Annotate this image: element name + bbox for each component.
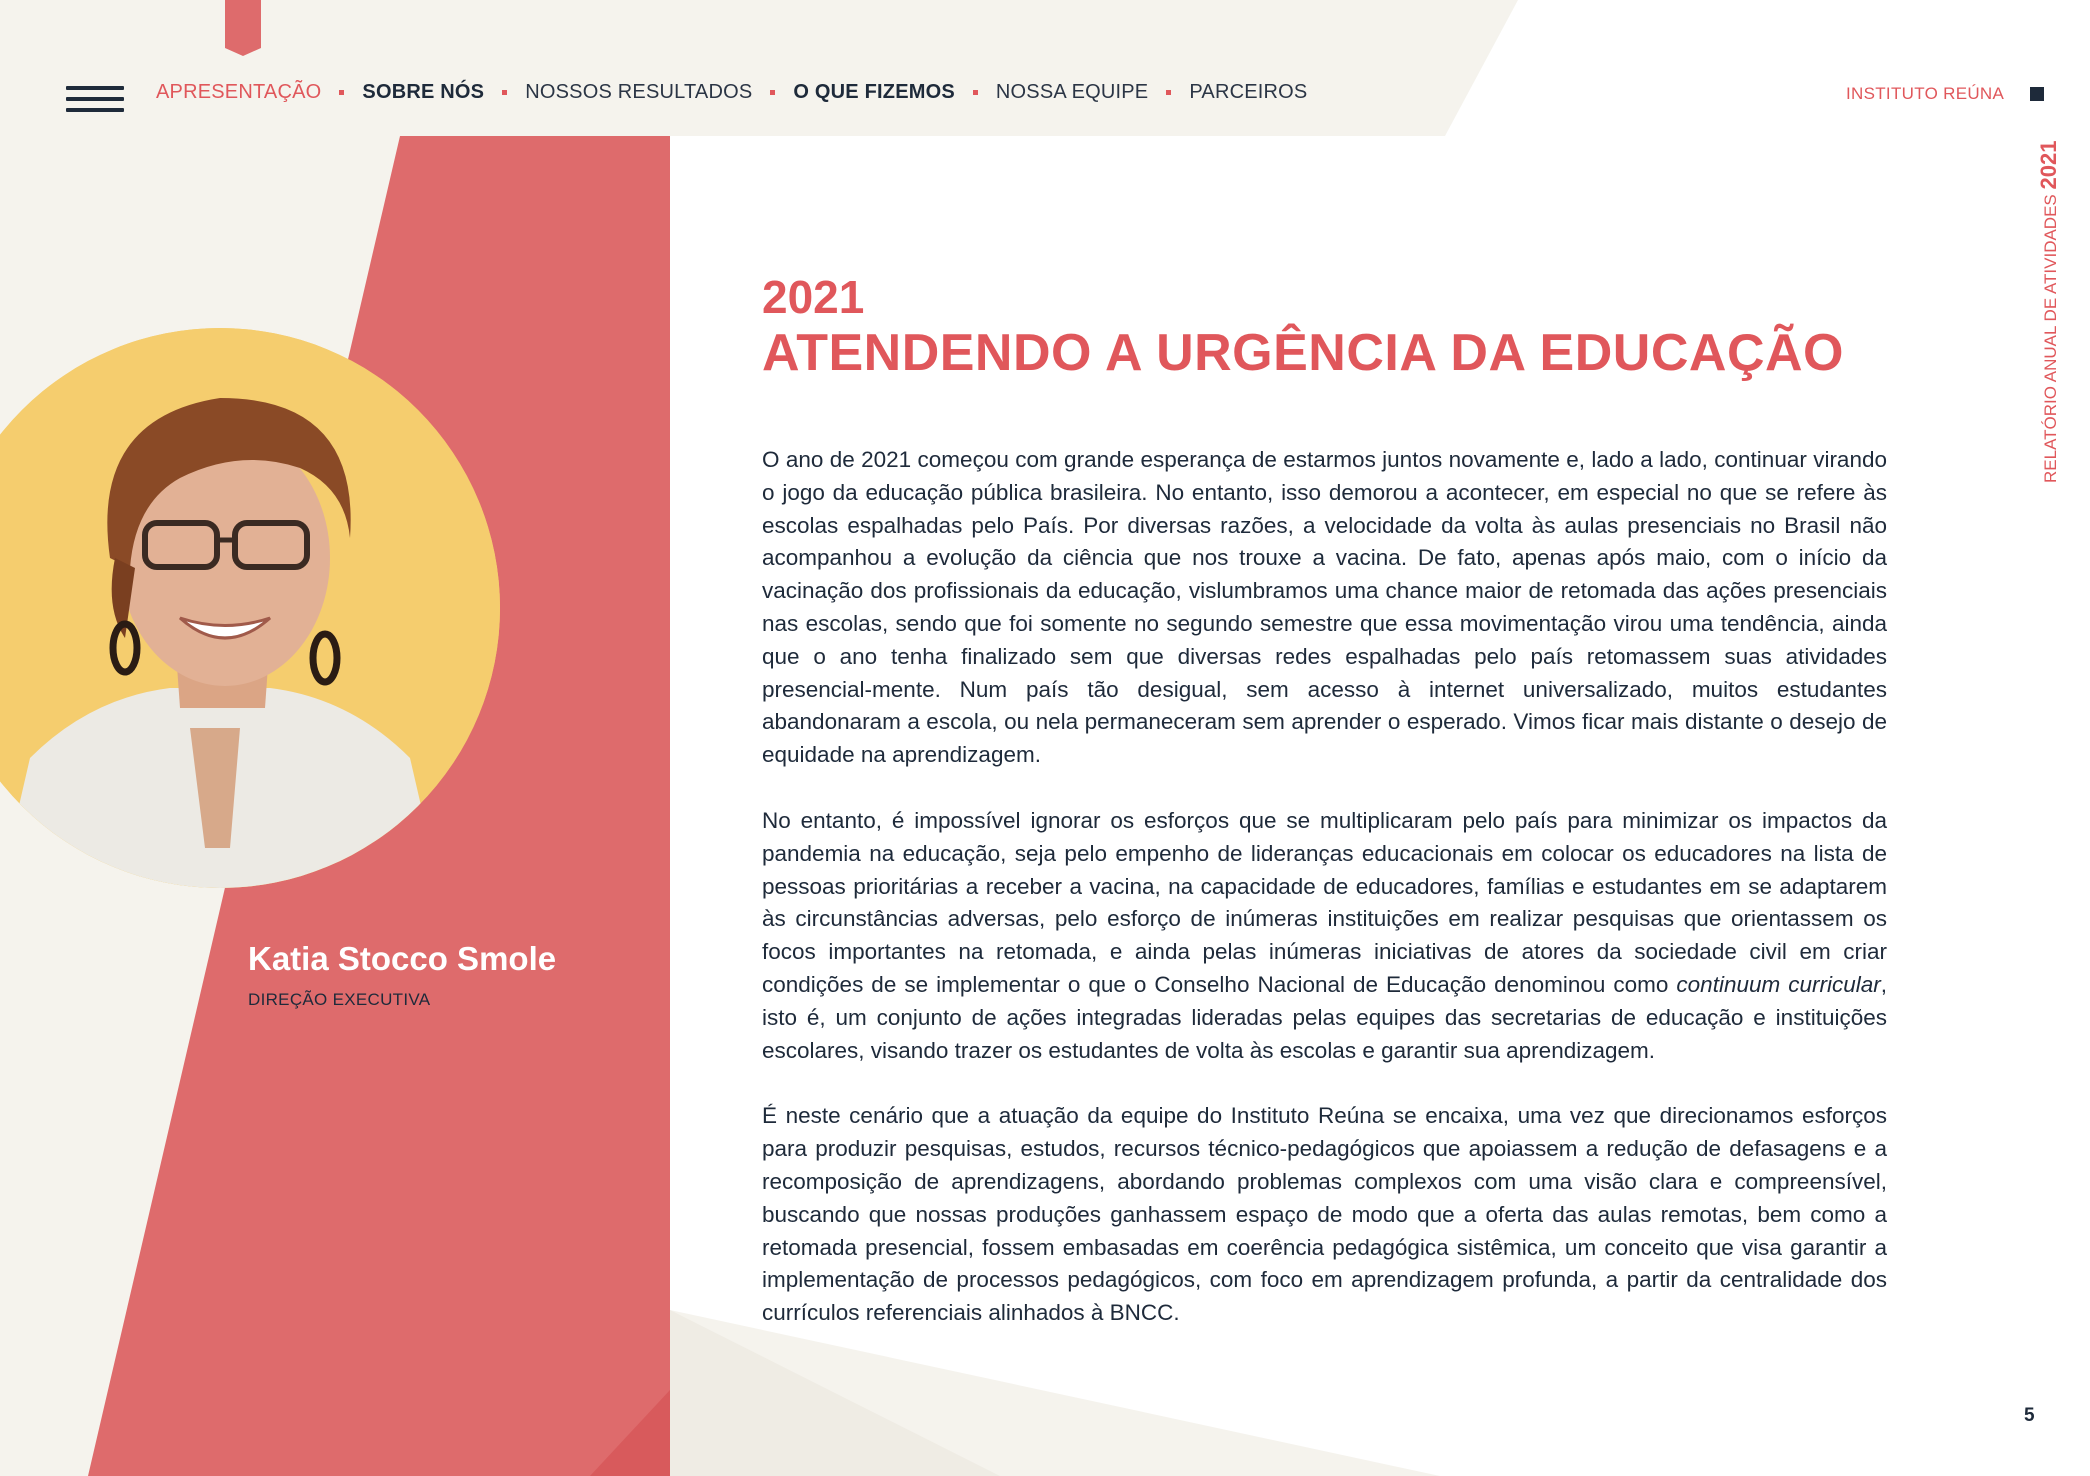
nav-item-nossa-equipe[interactable]: NOSSA EQUIPE — [995, 81, 1149, 103]
nav-separator — [339, 90, 344, 95]
article-title: ATENDENDO A URGÊNCIA DA EDUCAÇÃO — [762, 324, 1844, 382]
paragraph-2-italic: continuum curricular — [1676, 971, 1881, 997]
bookmark-icon — [225, 0, 261, 56]
person-name: Katia Stocco Smole — [248, 940, 557, 977]
nav-item-nossos-resultados[interactable]: NOSSOS RESULTADOS — [525, 81, 753, 103]
nav-item-sobre-nos[interactable]: SOBRE NÓS — [362, 81, 485, 103]
nav-item-parceiros[interactable]: PARCEIROS — [1189, 81, 1308, 103]
paragraph-2 — [762, 805, 1887, 1067]
person-role: DIREÇÃO EXECUTIVA — [248, 990, 431, 1009]
nav-separator — [502, 90, 507, 95]
page-number: 5 — [2024, 1405, 2035, 1426]
square-icon — [2030, 87, 2044, 101]
paragraph-3: É neste cenário que a atuação da equipe do Instituto Reúna se encaixa, uma vez que direcionamos esforços para produzir pesquisas, estudos, recursos técnico-pedagógicos que apoiassem a redução de defasagens e a recomposição de aprendizagens, abordando problemas complexos com uma visão clara e compreensível, buscando que nossas produções ganhassem espaço de modo que a oferta das aulas remotas, bem como a retomada presencial, fossem embasadas em coerência pedagógica sistêmica, um conceito que visa garantir a implementação de processos pedagógicos, com foco em aprendizagem profunda, a partir da centralidade dos currículos referenciais alinhados à BNCC. — [762, 1103, 1887, 1326]
article-year: 2021 — [762, 271, 865, 323]
paragraph-1: O ano de 2021 começou com grande esperança de estarmos juntos novamente e, lado a lado, continuar virando o jogo da educação pública brasileira. No entanto, isso demorou a acontecer, em especial no que se refere às escolas espalhadas pelo País. Por diversas razões, a velocidade da volta às aulas presenciais no Brasil não acompanhou a evolução da ciência que nos trouxe a vacina. De fato, apenas após maio, com o início da vacinação dos profissionais da educação, vislumbramos uma chance maior de retomada das ações presenciais nas escolas, sendo que foi somente no segundo semestre que essa movimentação virou uma tendência, ainda que o ano tenha finalizado sem que diversas redes espalhadas pelo país retomassem suas atividades presencial-mente. Num país tão desigual, sem acesso à internet universalizado, muitos estudantes abandonaram a escola, ou nela permaneceram sem aprender o esperado. Vimos ficar mais distante o desejo de equidade na aprendizagem. — [762, 447, 1887, 768]
paragraph-2-end: , isto é, um conjunto de ações integradas lideradas pelas equipes das secretarias de educação e instituições escolares, visando trazer os estudantes de volta às escolas e garantir sua aprendizagem. — [762, 971, 1888, 1063]
nav-item-apresentacao[interactable]: APRESENTAÇÃO — [156, 81, 322, 103]
paragraph-2-start: No entanto, é impossível ignorar os esforços que se multiplicaram pelo país para minimizar os impactos da pandemia na educação, seja pelo empenho de lideranças educacionais em colocar os educadores na lista de pessoas prioritárias a receber a vacina, na capacidade de educadores, famílias e estudantes em se adaptarem às circunstâncias adversas, pelo esforço de inúmeras instituições em realizar pesquisas que orientassem os focos importantes na retomada, e ainda pelas inúmeras iniciativas de atores da sociedade civil em criar condições de se implementar o que o Conselho Nacional de Educação denominou como — [762, 807, 1887, 997]
nav-separator — [770, 90, 775, 95]
report-label: RELATÓRIO ANUAL DE ATIVIDADES — [2041, 194, 2060, 483]
top-navigation — [156, 81, 1307, 104]
nav-separator — [973, 90, 978, 95]
menu-icon[interactable] — [66, 86, 124, 112]
brand-label[interactable]: INSTITUTO REÚNA — [1846, 84, 2005, 103]
report-year: 2021 — [2036, 140, 2061, 190]
nav-separator — [1166, 90, 1171, 95]
nav-item-o-que-fizemos[interactable]: O QUE FIZEMOS — [793, 81, 955, 103]
article-body — [762, 444, 1887, 1363]
